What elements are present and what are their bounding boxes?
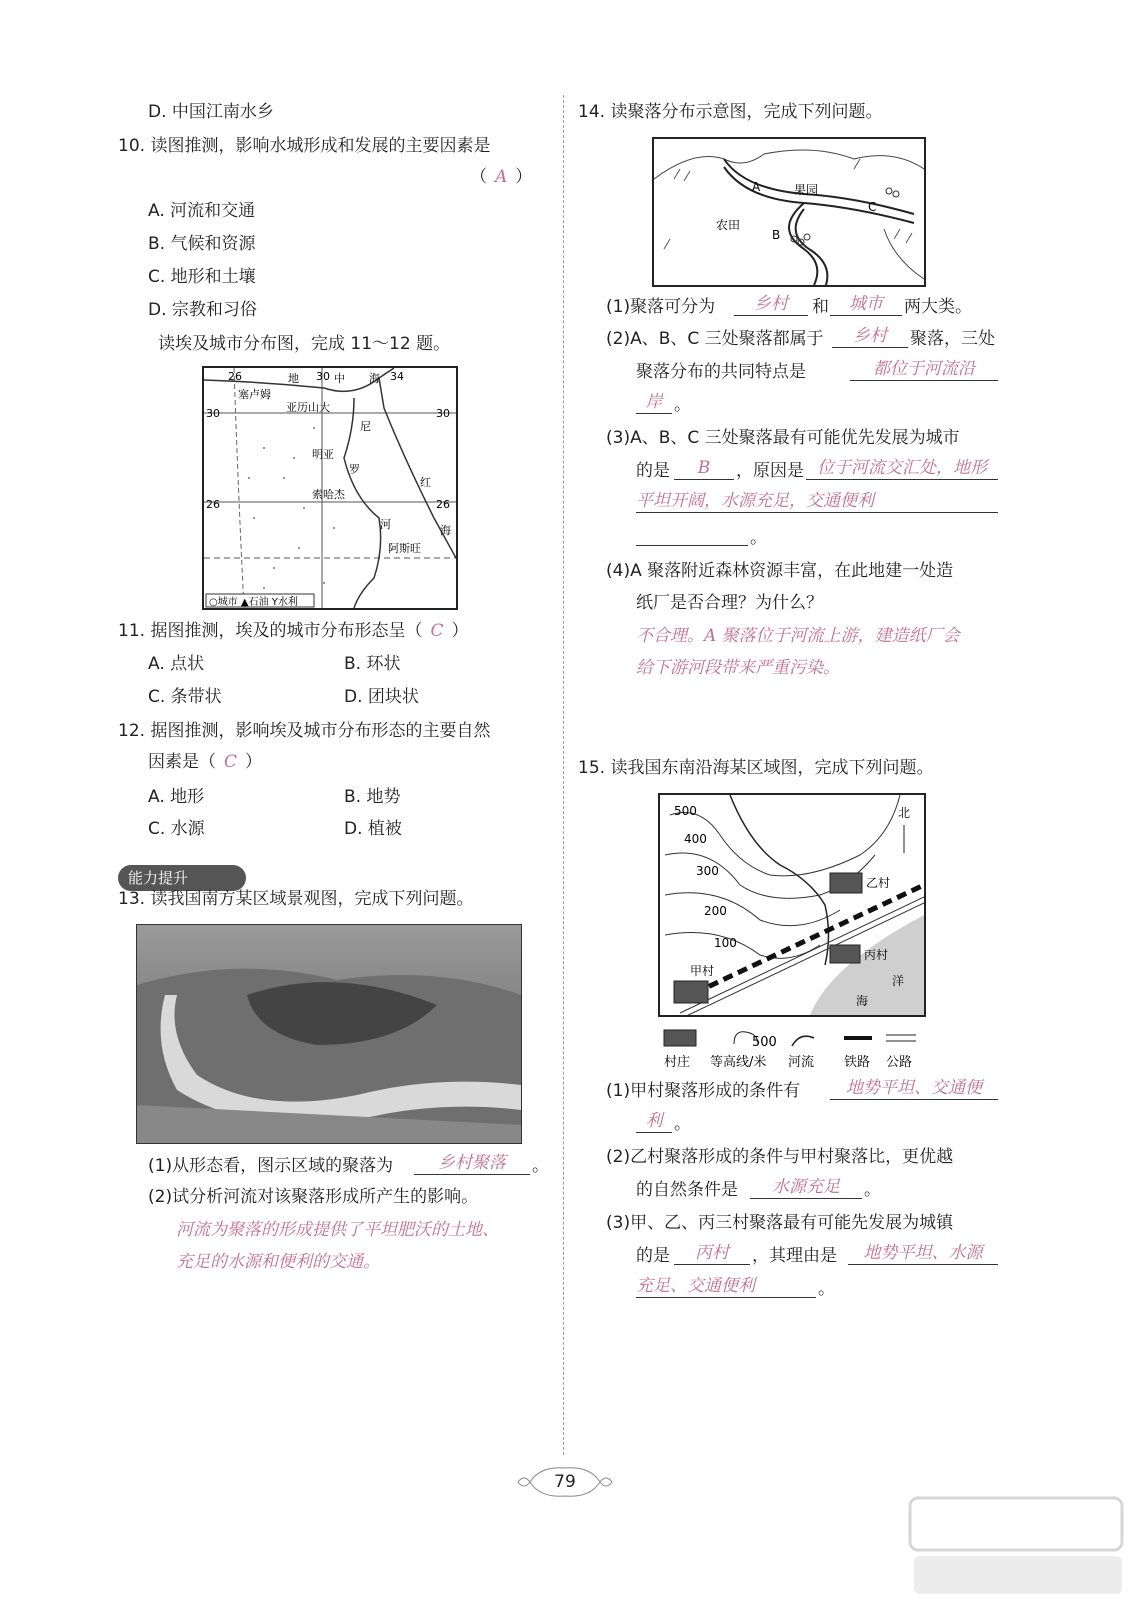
page-number [510,1460,620,1504]
map-label: 索哈杰 [312,488,345,501]
q14-part4-answer-line1: 不合理。A 聚落位于河流上游，建造纸厂会 [636,626,960,646]
map-label: 乙村 [866,876,891,890]
coastal-map [658,793,926,1017]
q14-part4-line2: 纸厂是否合理？为什么？ [636,593,823,613]
map-label: 海 [369,372,380,385]
settlement-map [652,137,926,287]
q15-part3-line2: 的是 [636,1246,670,1266]
q14-part2-answer: 乡村 [832,325,908,348]
map-label: 红 [420,476,431,489]
map-label: 地 [288,372,299,385]
q12-option-b: B. 地势 [344,787,401,807]
q14-part3-answer: B [674,457,734,480]
q14-stem: 14. 读聚落分布示意图，完成下列问题。 [578,102,883,122]
map-label: 26 [436,498,450,511]
legend-contour-value: 500 [752,1035,777,1050]
intro-11-12: 读埃及城市分布图，完成 11～12 题。 [158,334,451,354]
map-label: C [868,200,877,214]
q10-stem: 10. 读图推测，影响水城形成和发展的主要因素是 [118,136,491,156]
q13-part2: (2)试分析河流对该聚落形成所产生的影响。 [148,1187,479,1207]
q13-part1-end: 。 [532,1156,549,1176]
map-label: 塞卢姆 [238,388,271,401]
map-label: 中 [334,372,345,385]
q10-answer: A [495,167,508,187]
q9-option-d: D. 中国江南水乡 [148,102,274,122]
q11-answer: C [430,621,444,641]
q15-part3-end: 。 [818,1279,835,1299]
landscape-photo [136,924,522,1144]
map-label: 34 [390,370,404,383]
q14-part3-end: 。 [750,528,767,548]
watermark-logo [904,1492,1134,1600]
q14-part3-reason-a: 位于河流交汇处，地形 [806,457,998,480]
q11-stem: 11. 据图推测，埃及的城市分布形态呈（ C ） [118,621,469,641]
map-label: 26 [206,498,220,511]
map-label: 500 [674,804,697,818]
q14-part2-mid: 聚落，三处 [910,329,995,349]
q15-part3-because: ，其理由是 [752,1246,837,1266]
map-label: 30 [436,407,450,420]
map-label: 甲村 [690,964,715,978]
legend-village: 村庄 [664,1055,691,1070]
q15-part3-line1: (3)甲、乙、丙三村聚落最有可能先发展为城镇 [606,1213,954,1233]
q15-part1-end: 。 [674,1114,691,1134]
map-label: B [772,228,781,242]
q13-part1: (1)从形态看，图示区域的聚落为 [148,1156,394,1176]
q12-option-a: A. 地形 [148,787,205,807]
q11-option-a: A. 点状 [148,654,205,674]
q14-part2-end: 。 [674,395,691,415]
map-label: A [752,180,761,194]
q11-option-d: D. 团块状 [344,687,419,707]
q13-part2-answer-line1: 河流为聚落的形成提供了平坦肥沃的土地、 [176,1220,499,1240]
map-label: 明亚 [312,448,334,461]
q14-part2-answer2b: 岸 [636,391,672,414]
q10-option-c: C. 地形和土壤 [148,267,256,287]
q13-part1-answer: 乡村聚落 [414,1152,530,1175]
column-divider [563,95,564,1455]
map-label: 亚历山大 [286,401,330,414]
legend-railway: 铁路 [844,1055,871,1070]
q14-part1-answer2: 城市 [830,293,902,316]
map-label: 洋 [892,974,905,988]
q15-part2-end: 。 [864,1180,881,1200]
q14-part1-end: 两大类。 [904,297,972,317]
q15-part2-answer: 水源充足 [750,1176,862,1199]
q14-part2-answer2a: 都位于河流沿 [850,358,998,381]
map-label: 海 [440,524,451,537]
q12-stem-line2: 因素是（ C ） [148,752,263,772]
q15-part3-reason-a: 地势平坦、水源 [848,1242,998,1265]
q15-part1: (1)甲村聚落形成的条件有 [606,1081,801,1101]
map-label: 北 [898,806,911,820]
legend-road: 公路 [886,1055,913,1070]
q14-part1: (1)聚落可分为 [606,297,716,317]
q12-option-d: D. 植被 [344,819,402,839]
map-label: 罗 [349,463,360,476]
egypt-map [202,366,458,610]
page-number-text: 79 [554,1472,576,1492]
map-label: 阿斯旺 [388,542,421,555]
map-label: 河 [380,518,391,531]
map-label: 农田 [716,218,741,232]
q14-part1-answer1: 乡村 [734,293,808,316]
coastal-map-legend [660,1026,922,1070]
q14-part4-answer-line2: 给下游河段带来严重污染。 [636,658,840,678]
q14-part4-line1: (4)A 聚落附近森林资源丰富，在此地建一处造 [606,561,954,581]
q14-part1-and: 和 [812,297,829,317]
q15-part3-reason-b: 充足、交通便利 [636,1275,816,1298]
q10-answer-bracket: （ A ） [470,167,533,187]
q11-option-b: B. 环状 [344,654,401,674]
map-label: 果园 [794,183,819,197]
map-label: 30 [206,407,220,420]
q10-option-d: D. 宗教和习俗 [148,300,257,320]
q12-stem-line1: 12. 据图推测，影响埃及城市分布形态的主要自然 [118,721,491,741]
section-badge: 能力提升 [118,865,246,891]
map-label: 尼 [360,420,371,433]
map-label: 200 [704,904,727,918]
q15-part1-answer-b: 利 [636,1110,672,1133]
q14-part2: (2)A、B、C 三处聚落都属于 [606,329,824,349]
map-label: 26 [228,370,242,383]
map-label: 丙村 [864,948,889,962]
q14-part3-blank [636,523,748,546]
legend-contour: 等高线/米 [710,1055,767,1070]
legend-river: 河流 [788,1055,815,1070]
map-legend: ○城市 ▲石油 Y水利 [209,597,298,608]
q10-option-b: B. 气候和资源 [148,234,256,254]
q14-part3-reason-b: 平坦开阔，水源充足，交通便利 [636,490,998,513]
q15-part1-answer-a: 地势平坦、交通便 [830,1077,998,1100]
map-label: 300 [696,864,719,878]
q10-option-a: A. 河流和交通 [148,201,256,221]
q14-part3-because: ，原因是 [736,461,804,481]
q14-part3-line1: (3)A、B、C 三处聚落最有可能优先发展为城市 [606,428,960,448]
q15-part2-line1: (2)乙村聚落形成的条件与甲村聚落比，更优越 [606,1147,954,1167]
q15-stem: 15. 读我国东南沿海某区域图，完成下列问题。 [578,758,934,778]
map-label: 30 [316,370,330,383]
q11-option-c: C. 条带状 [148,687,222,707]
q14-part3-line2: 的是 [636,461,670,481]
q12-option-c: C. 水源 [148,819,205,839]
map-label: 100 [714,936,737,950]
q15-part3-answer: 丙村 [674,1242,750,1265]
map-label: 海 [856,994,869,1008]
q13-part2-answer-line2: 充足的水源和便利的交通。 [176,1252,380,1272]
map-label: 400 [684,832,707,846]
q13-stem: 13. 读我国南方某区域景观图，完成下列问题。 [118,889,474,909]
q14-part2-line2: 聚落分布的共同特点是 [636,362,806,382]
q12-answer: C [224,752,238,772]
q15-part2-line2: 的自然条件是 [636,1180,738,1200]
